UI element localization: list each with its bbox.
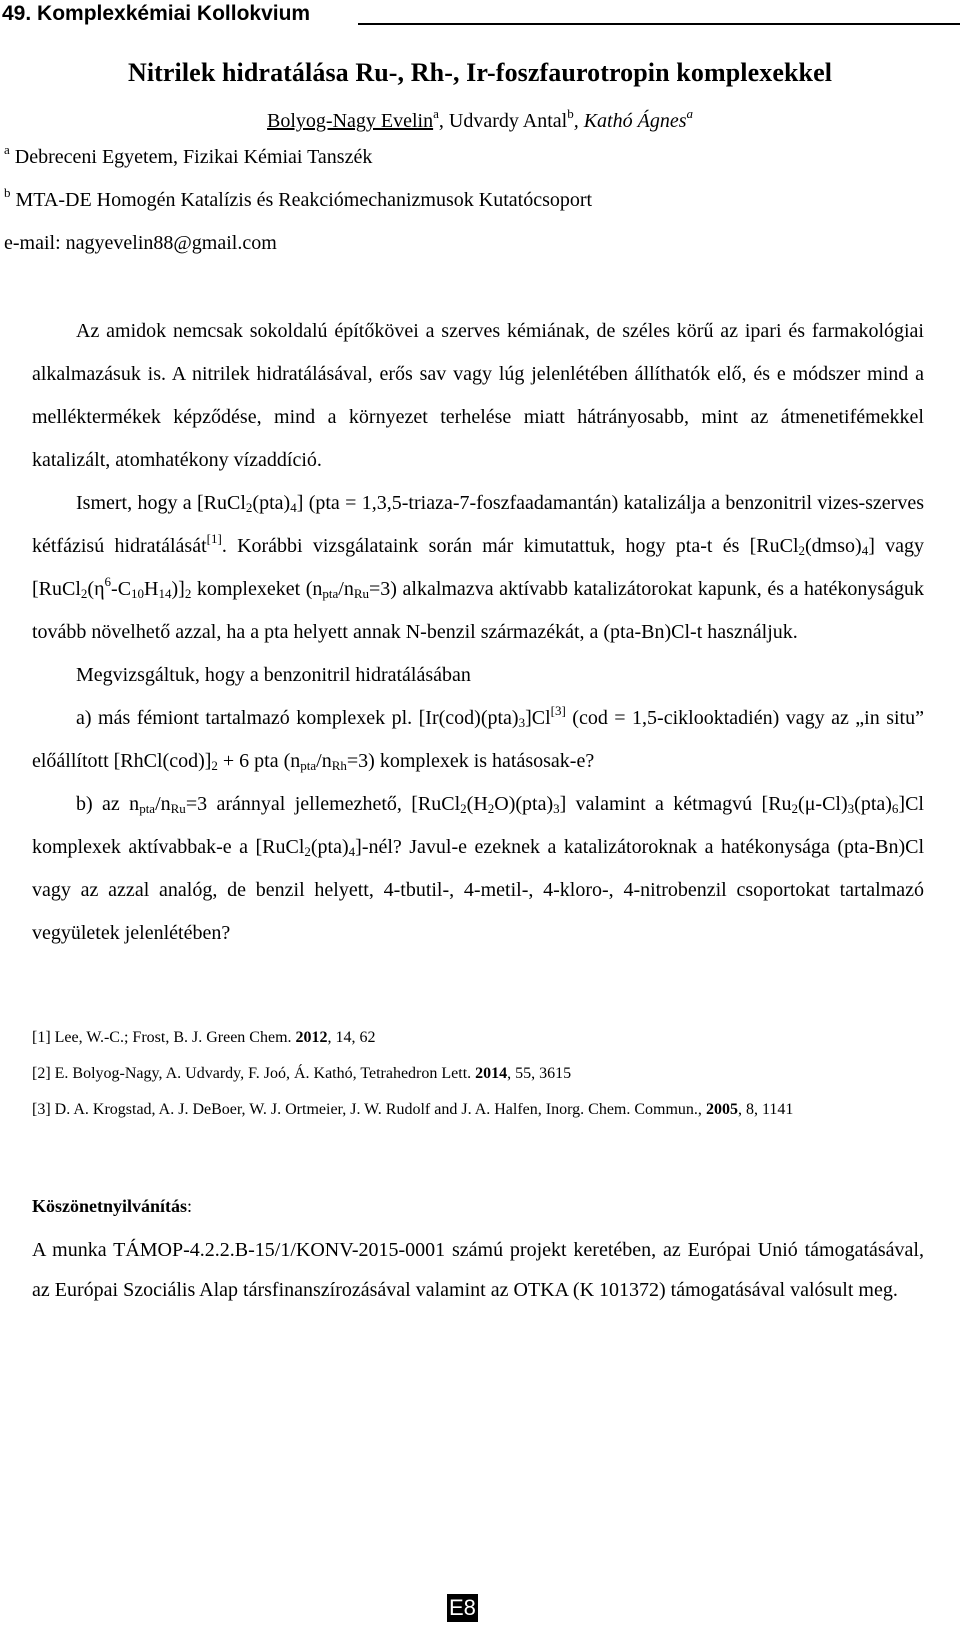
author-list — [0, 106, 960, 133]
author-1-affil: a — [433, 106, 439, 121]
author-3-affil: a — [686, 106, 693, 121]
citation-1: [1] — [206, 531, 222, 546]
author-2-affil: b — [567, 106, 574, 121]
reference-2: [2] E. Bolyog-Nagy, A. Udvardy, F. Joó, Á. Kathó, Tetrahedron Lett. 2014, 55, 3615 — [32, 1065, 572, 1082]
abstract-body — [32, 310, 924, 955]
reference-3: [3] D. A. Krogstad, A. J. DeBoer, W. J. Ortmeier, J. W. Rudolf and J. A. Halfen, Inorg. Chem. Commun., 2005, 8, 1141 — [32, 1101, 794, 1118]
page-header — [0, 2, 960, 26]
acknowledgement-text: A munka TÁMOP-4.2.2.B-15/1/KONV-2015-0001 számú projekt keretében, az Európai Unió támogatásával, az Európai Szociális Alap társfinanszírozásával valamint az OTKA (K 101372) támogatásával valósult meg. — [32, 1239, 924, 1301]
reference-1: [1] Lee, W.-C.; Frost, B. J. Green Chem. 2012, 14, 62 — [32, 1029, 376, 1046]
author-3: , Kathó Ágnes — [573, 110, 687, 132]
reference-list — [32, 1020, 924, 1128]
header-title: 49. Komplexkémiai Kollokvium — [2, 2, 311, 25]
author-2: , Udvardy Antal — [438, 110, 568, 132]
header-rule — [358, 23, 960, 25]
paragraph-5: b) az $n_{pta}/n_{Ru}=3$ aránnyal jellemezhető, $[RuCl_2(H_2O)(pta)_3]$ valamint a kétmagvú $[Ru_2(\mu-Cl)_3(pta)_6]Cl$ komplexek aktívabbak-e a $[RuCl_2(pta)_4]$-nél? Javul-e ezeknek a katalizátoroknak a hatékonysága (pta-Bn)Cl vagy az azzal analóg, de benzil helyett, 4-tbutil-, 4-metil-, 4-kloro-, 4-nitrobenzil csoportokat tartalmazó vegyületek jelenlétében? — [32, 793, 924, 944]
author-1: Bolyog-Nagy Evelin — [267, 110, 434, 132]
paper-title: Nitrilek hidratálása Ru-, Rh-, Ir-foszfaurotropin komplexekkel — [127, 58, 833, 87]
page-number: E8 — [449, 1595, 476, 1620]
affiliation-a-mark: a — [4, 142, 10, 157]
paragraph-2: Ismert, hogy a $[RuCl_2(pta)_4] (pta$ = 1,3,5-triaza-7-foszfaadamantán) katalizálja a benzonitril vizes-szerves kétfázisú hidratálását[1]. Korábbi vizsgálataink során már kimutattuk, hogy pta-t és $[RuCl_2(dmso)_4]$ vagy $[RuCl_2(\eta^6-C_{10}H_{14})]_2$ komplexeket $(n_{pta}/n_{Ru}=3)$ alkalmazva aktívabb katalizátorokat kapunk, és a hatékonyságuk tovább növelhető azzal, ha a pta helyett annak N-benzil származékát, a (pta-Bn)Cl-t használjuk. — [32, 492, 924, 643]
paragraph-3: Megvizsgáltuk, hogy a benzonitril hidratálásában — [76, 664, 471, 686]
affiliation-b-text: MTA-DE Homogén Katalízis és Reakciómechanizmusok Kutatócsoport — [10, 189, 593, 211]
affiliation-b — [4, 185, 593, 212]
acknowledgement-heading: Köszönetnyilvánítás: — [32, 1196, 193, 1216]
email-line: e-mail: nagyevelin88@gmail.com — [4, 232, 277, 254]
affiliation-a — [4, 142, 373, 169]
affiliation-a-text: Debreceni Egyetem, Fizikai Kémiai Tanszék — [9, 146, 373, 168]
paragraph-1: Az amidok nemcsak sokoldalú építőkövei a szerves kémiának, de széles körű az ipari és farmakológiai alkalmazásuk is. A nitrilek hidratálásával, erős sav vagy lúg jelenlétében állíthatók elő, és e módszer mind a melléktermékek képződése, mind a környezet terhelése miatt hátrányosabb, mint az átmenetifémekkel katalizált, atomhatékony vízaddíció. — [32, 320, 924, 471]
paragraph-4: a) más fémiont tartalmazó komplexek pl. $[Ir(cod)(pta)_3]Cl[3]$ (cod = 1,5-ciklooktadién) vagy az „in situ” előállított $[RhCl(cod)]_2 + 6$ pta $(n_{pta}/n_{Rh}=3)$ komplexek is hatásosak-e? — [32, 703, 924, 773]
affiliation-b-mark: b — [4, 185, 11, 200]
citation-3: [3] — [550, 703, 566, 718]
